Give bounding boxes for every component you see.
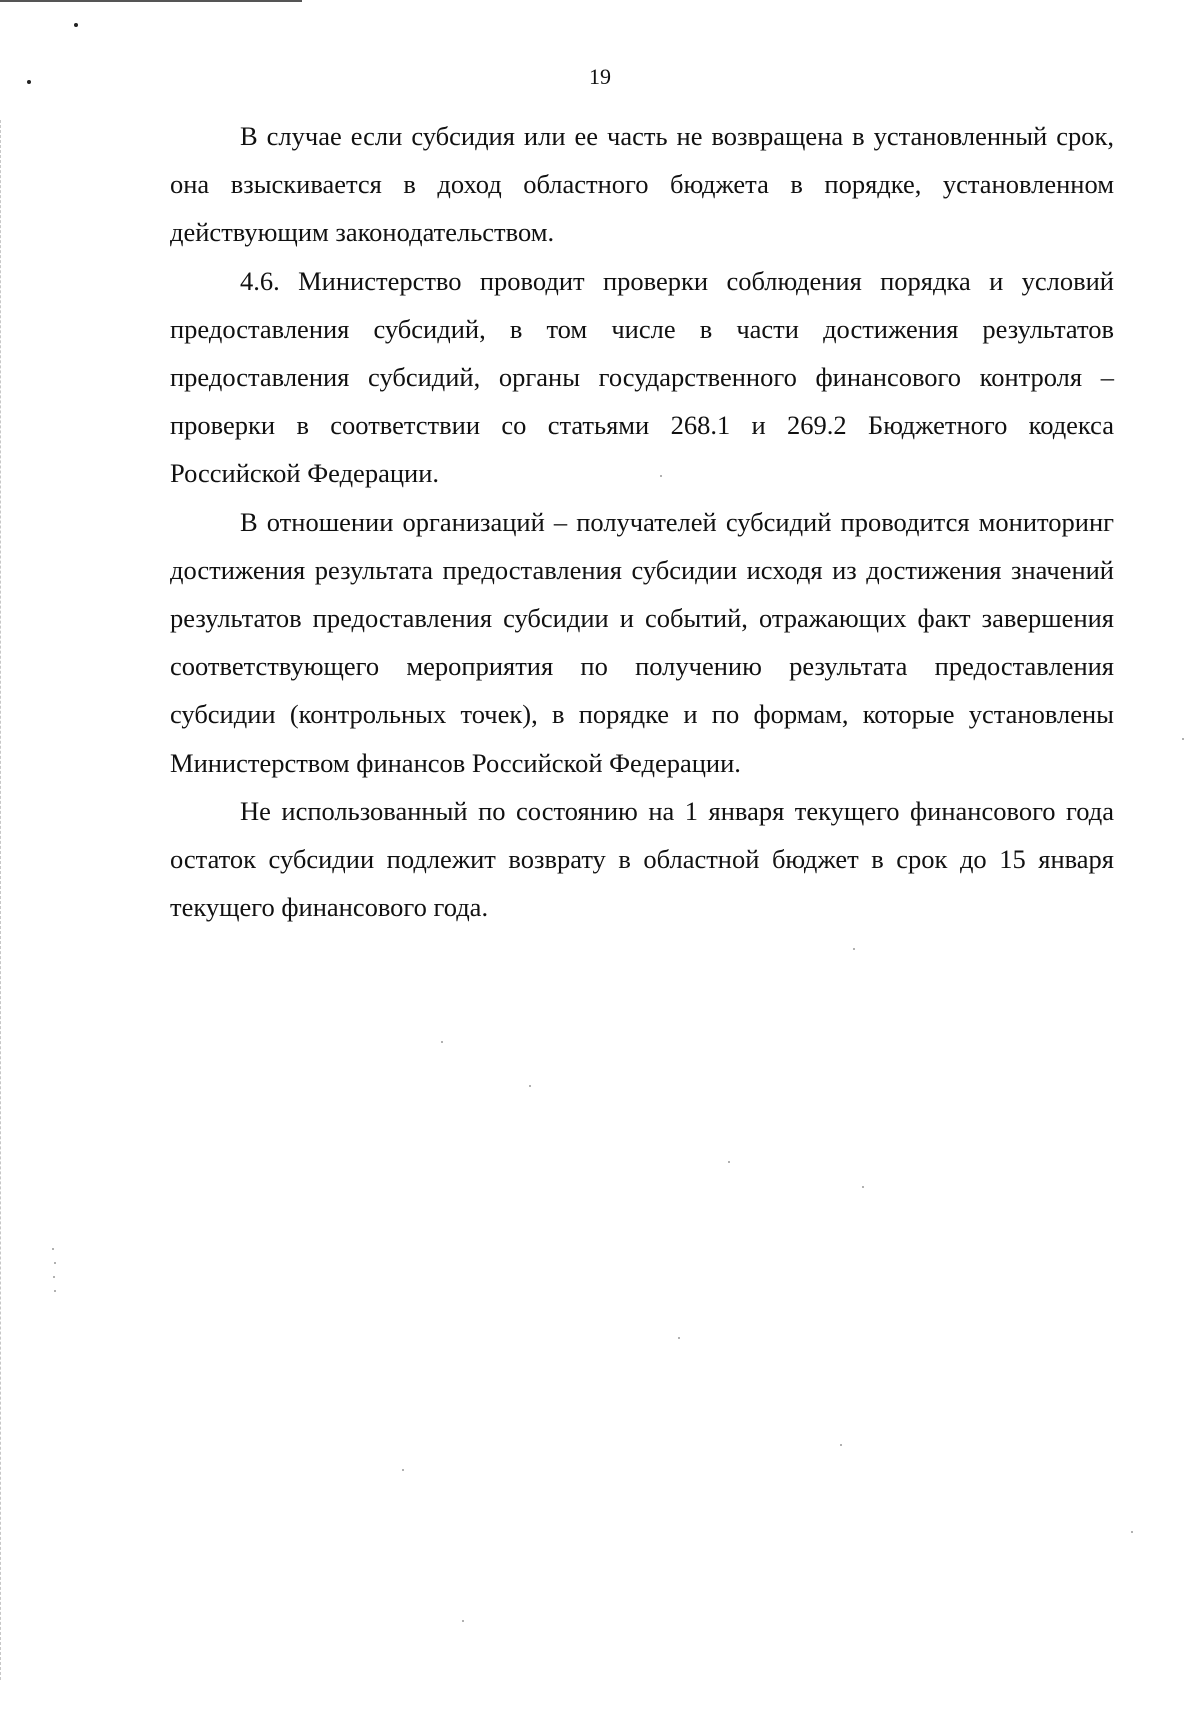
- scan-speck: [529, 1085, 531, 1087]
- scan-speck: [840, 1444, 842, 1446]
- scan-speck: [678, 1337, 680, 1339]
- page-number: 19: [589, 64, 611, 89]
- scan-speck: [1131, 1531, 1133, 1533]
- scan-speck: [1182, 738, 1184, 740]
- scan-speck: [54, 1290, 56, 1292]
- paragraph: В случае если субсидия или ее часть не возвращена в установленный срок, она взыскивается в доход областного бюджета в порядке, установленном действующим законодательством.: [170, 121, 1114, 248]
- paragraph: В отношении организаций – получателей субсидий проводится мониторинг достижения результата предоставления субсидии исходя из достижения значений результатов предоставления субсидии и событий, отражающих факт завершения соответствующего мероприятия по получению результата предоставления субсидии (контрольных точек), в порядке и по формам, которые установлены Министерством финансов Российской Федерации.: [170, 506, 1114, 778]
- paragraph: Не использованный по состоянию на 1 января текущего финансового года остаток субсидии подлежит возврату в областной бюджет в срок до 15 января текущего финансового года.: [170, 795, 1114, 923]
- scan-speck: [853, 948, 855, 950]
- scan-speck: [441, 1041, 443, 1043]
- scan-left-margin-marks: [0, 120, 4, 1680]
- document-body: [170, 112, 1114, 931]
- scan-speck: [862, 1186, 864, 1188]
- scan-speck: [52, 1248, 54, 1250]
- scan-speck: [462, 1620, 464, 1622]
- paragraph: 4.6. Министерство проводит проверки соблюдения порядка и условий предоставления субсидий, в том числе в части достижения результатов предоставления субсидий, органы государственного финансового контроля – проверки в соответствии со статьями 268.1 и 269.2 Бюджетного кодекса Российской Федерации.: [170, 265, 1114, 489]
- scan-speck: [74, 23, 78, 27]
- scan-edge-line: [0, 0, 302, 2]
- scan-speck: [53, 1276, 55, 1278]
- scan-speck: [728, 1161, 730, 1163]
- scan-speck: [54, 1262, 56, 1264]
- scan-speck: [402, 1469, 404, 1471]
